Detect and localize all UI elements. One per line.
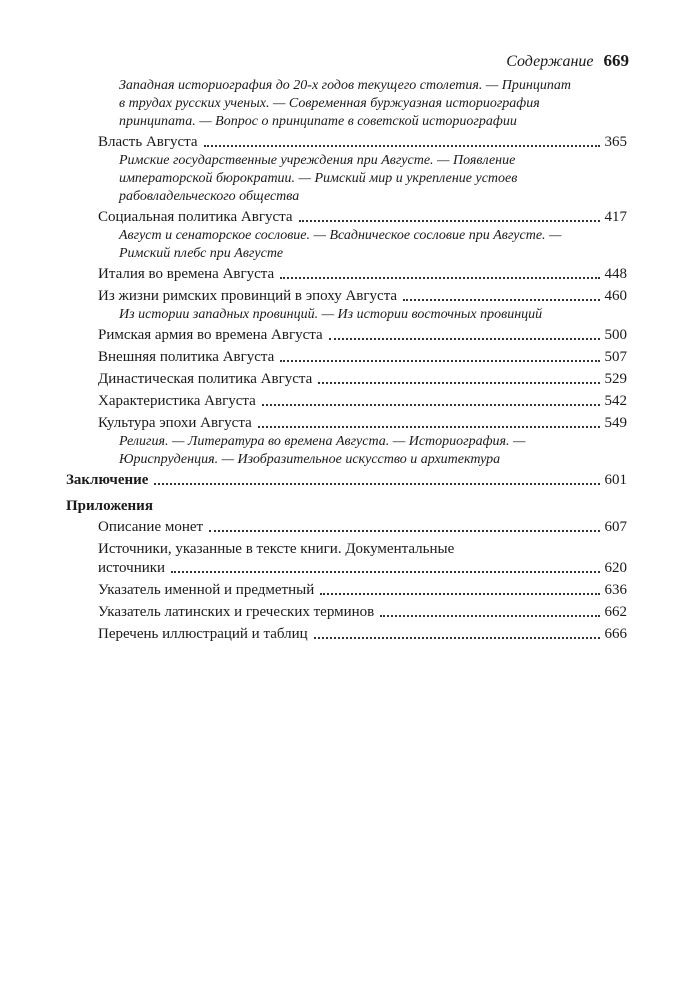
toc-note xyxy=(66,306,627,324)
note-line: Из истории западных провинций. — Из истории восточных провинций xyxy=(119,307,543,322)
dot-leader xyxy=(171,571,599,573)
note-line: в трудах русских ученых. — Современная буржуазная историография xyxy=(119,96,540,111)
note-line: рабовладельческого общества xyxy=(119,189,300,204)
toc-entry-page: 620 xyxy=(604,560,627,576)
toc-entry[interactable] xyxy=(66,370,627,389)
toc-entry-page: 549 xyxy=(604,415,627,431)
toc-entry-page: 507 xyxy=(604,349,627,365)
toc-entry[interactable] xyxy=(66,392,627,411)
toc-entry-title: Описание монет xyxy=(98,519,204,535)
toc-entry-title: Власть Августа xyxy=(98,134,198,150)
toc-entry-title: Из жизни римских провинций в эпоху Августа xyxy=(98,288,398,304)
toc-entry-title: Указатель латинских и греческих терминов xyxy=(98,604,375,620)
toc-entry-title: Италия во времена Августа xyxy=(98,266,275,282)
toc-entry-title-line: Источники, указанные в тексте книги. Документальные xyxy=(98,541,455,557)
toc-note xyxy=(66,227,627,263)
toc-entry-conclusion[interactable] xyxy=(66,471,627,490)
dot-leader xyxy=(329,338,600,340)
toc-entry-page: 460 xyxy=(604,288,627,304)
toc-entry-title: Характеристика Августа xyxy=(98,393,256,409)
toc-entry[interactable] xyxy=(66,625,627,644)
toc-entry-title: Перечень иллюстраций и таблиц xyxy=(98,626,308,642)
dot-leader xyxy=(314,637,600,639)
note-line: Западная историография до 20-х годов текущего столетия. — Принципат xyxy=(119,78,571,93)
toc-entry-title-block xyxy=(98,540,627,578)
dot-leader xyxy=(280,277,599,279)
dot-leader xyxy=(320,593,599,595)
dot-leader xyxy=(403,299,599,301)
toc-entry-page: 662 xyxy=(604,604,627,620)
toc-entry[interactable] xyxy=(66,265,627,284)
page-number: 669 xyxy=(603,51,629,70)
note-line: Римский плебс при Августе xyxy=(119,246,284,261)
toc-entry-last-row xyxy=(98,559,627,578)
toc-entry-title: Внешняя политика Августа xyxy=(98,349,275,365)
dot-leader xyxy=(154,483,599,485)
running-head-title: Содержание xyxy=(506,53,594,70)
toc-entry[interactable] xyxy=(66,326,627,345)
toc-entry-title: Римская армия во времена Августа xyxy=(98,327,323,343)
toc-entry-title: Династическая политика Августа xyxy=(98,371,313,387)
toc-entry-page: 601 xyxy=(604,472,627,488)
toc-entry-page: 448 xyxy=(604,266,627,282)
dot-leader xyxy=(299,220,600,222)
note-line: Религия. — Литература во времена Августа. — Историография. — xyxy=(119,434,526,449)
toc-entry[interactable] xyxy=(66,540,627,578)
toc-entry-page: 607 xyxy=(604,519,627,535)
toc-entry-title: Социальная политика Августа xyxy=(98,209,293,225)
toc-entry-title: Заключение xyxy=(66,472,149,488)
toc-note xyxy=(66,433,627,469)
note-line: принципата. — Вопрос о принципате в советской историографии xyxy=(119,114,517,129)
toc-note xyxy=(66,77,627,131)
toc-entry[interactable] xyxy=(66,208,627,227)
toc-entry[interactable] xyxy=(66,518,627,537)
dot-leader xyxy=(204,145,600,147)
running-head xyxy=(506,51,629,72)
toc-entry-page: 500 xyxy=(604,327,627,343)
toc-entry[interactable] xyxy=(66,603,627,622)
toc-note xyxy=(66,152,627,206)
note-line: императорской бюрократии. — Римский мир и укрепление устоев xyxy=(119,171,518,186)
dot-leader xyxy=(258,426,600,428)
toc-entry-title: Культура эпохи Августа xyxy=(98,415,252,431)
toc-entry-title-line: источники xyxy=(98,560,166,576)
dot-leader xyxy=(280,360,599,362)
toc-entry[interactable] xyxy=(66,133,627,152)
note-line: Римские государственные учреждения при Августе. — Появление xyxy=(119,153,516,168)
toc-entry-page: 365 xyxy=(604,134,627,150)
note-line: Август и сенаторское сословие. — Всадническое сословие при Августе. — xyxy=(119,228,562,243)
dot-leader xyxy=(380,615,599,617)
note-line: Юриспруденция. — Изобразительное искусство и архитектура xyxy=(119,452,501,467)
toc-entry-page: 542 xyxy=(604,393,627,409)
table-of-contents xyxy=(66,77,627,644)
section-heading-appendices: Приложения xyxy=(66,498,153,514)
toc-entry-title: Указатель именной и предметный xyxy=(98,582,315,598)
toc-entry[interactable] xyxy=(66,348,627,367)
dot-leader xyxy=(209,530,599,532)
toc-entry-page: 529 xyxy=(604,371,627,387)
toc-entry[interactable] xyxy=(66,287,627,306)
dot-leader xyxy=(318,382,599,384)
toc-entry-page: 636 xyxy=(604,582,627,598)
toc-entry[interactable] xyxy=(66,581,627,600)
dot-leader xyxy=(262,404,600,406)
toc-entry-page: 666 xyxy=(604,626,627,642)
toc-entry-page: 417 xyxy=(604,209,627,225)
toc-entry[interactable] xyxy=(66,414,627,433)
